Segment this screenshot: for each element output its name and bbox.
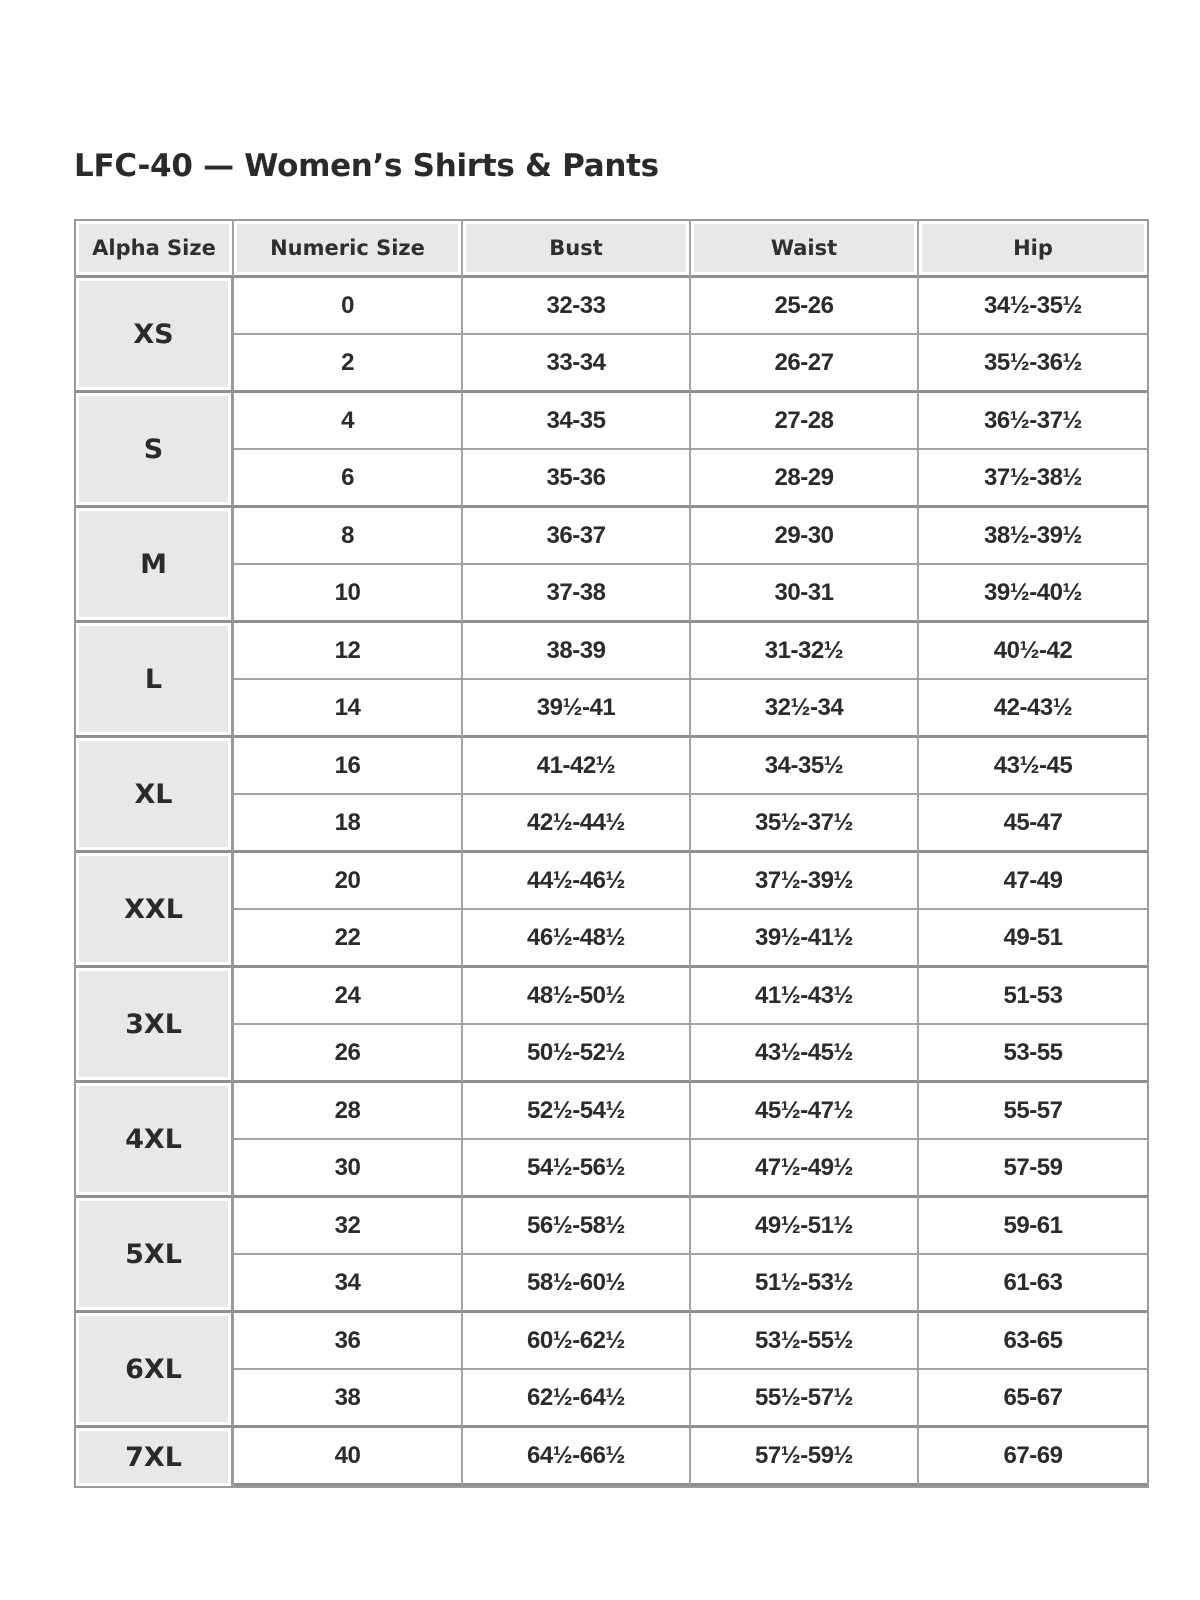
bust-cell: 37-38 (463, 565, 691, 623)
numeric-size-cell: 24 (234, 968, 463, 1025)
numeric-size-cell: 0 (234, 278, 463, 335)
table-row (76, 795, 1147, 853)
waist-cell: 27-28 (691, 393, 919, 450)
hip-cell: 55-57 (919, 1083, 1147, 1140)
table-row (76, 1370, 1147, 1428)
table-row (76, 853, 1147, 910)
header-alpha-size: Alpha Size (76, 221, 234, 278)
table-row (76, 1140, 1147, 1198)
waist-cell: 37½-39½ (691, 853, 919, 910)
page-title: LFC-40 — Women’s Shirts & Pants (74, 148, 659, 184)
table-row (76, 623, 1147, 680)
waist-cell: 28-29 (691, 450, 919, 508)
numeric-size-cell: 14 (234, 680, 463, 738)
bust-cell: 44½-46½ (463, 853, 691, 910)
hip-cell: 57-59 (919, 1140, 1147, 1198)
numeric-size-cell: 32 (234, 1198, 463, 1255)
table-row (76, 1025, 1147, 1083)
table-row (76, 450, 1147, 508)
bust-cell: 46½-48½ (463, 910, 691, 968)
table-row (76, 508, 1147, 565)
size-chart-table (74, 219, 1149, 1488)
header-waist: Waist (691, 221, 919, 278)
hip-cell: 37½-38½ (919, 450, 1147, 508)
numeric-size-cell: 40 (234, 1428, 463, 1486)
numeric-size-cell: 4 (234, 393, 463, 450)
hip-cell: 63-65 (919, 1313, 1147, 1370)
table-row (76, 1198, 1147, 1255)
hip-cell: 42-43½ (919, 680, 1147, 738)
bust-cell: 48½-50½ (463, 968, 691, 1025)
bust-cell: 34-35 (463, 393, 691, 450)
header-bust: Bust (463, 221, 691, 278)
alpha-size-cell: S (76, 393, 234, 508)
header-row (76, 221, 1147, 278)
bust-cell: 32-33 (463, 278, 691, 335)
waist-cell: 39½-41½ (691, 910, 919, 968)
table-row (76, 1083, 1147, 1140)
numeric-size-cell: 12 (234, 623, 463, 680)
numeric-size-cell: 26 (234, 1025, 463, 1083)
bust-cell: 35-36 (463, 450, 691, 508)
bust-cell: 50½-52½ (463, 1025, 691, 1083)
waist-cell: 34-35½ (691, 738, 919, 795)
numeric-size-cell: 36 (234, 1313, 463, 1370)
bust-cell: 52½-54½ (463, 1083, 691, 1140)
hip-cell: 43½-45 (919, 738, 1147, 795)
bust-cell: 60½-62½ (463, 1313, 691, 1370)
numeric-size-cell: 18 (234, 795, 463, 853)
table-row (76, 565, 1147, 623)
alpha-size-cell: 3XL (76, 968, 234, 1083)
hip-cell: 49-51 (919, 910, 1147, 968)
alpha-size-cell: 7XL (76, 1428, 234, 1486)
numeric-size-cell: 2 (234, 335, 463, 393)
hip-cell: 59-61 (919, 1198, 1147, 1255)
table-row (76, 393, 1147, 450)
table-row (76, 968, 1147, 1025)
waist-cell: 31-32½ (691, 623, 919, 680)
waist-cell: 57½-59½ (691, 1428, 919, 1486)
alpha-size-cell: XXL (76, 853, 234, 968)
hip-cell: 65-67 (919, 1370, 1147, 1428)
bust-cell: 54½-56½ (463, 1140, 691, 1198)
bust-cell: 38-39 (463, 623, 691, 680)
hip-cell: 53-55 (919, 1025, 1147, 1083)
waist-cell: 35½-37½ (691, 795, 919, 853)
alpha-size-cell: 4XL (76, 1083, 234, 1198)
hip-cell: 39½-40½ (919, 565, 1147, 623)
hip-cell: 35½-36½ (919, 335, 1147, 393)
hip-cell: 38½-39½ (919, 508, 1147, 565)
table-row (76, 738, 1147, 795)
bust-cell: 33-34 (463, 335, 691, 393)
waist-cell: 43½-45½ (691, 1025, 919, 1083)
bust-cell: 41-42½ (463, 738, 691, 795)
table-row (76, 1255, 1147, 1313)
numeric-size-cell: 16 (234, 738, 463, 795)
bust-cell: 42½-44½ (463, 795, 691, 853)
bust-cell: 62½-64½ (463, 1370, 691, 1428)
alpha-size-cell: L (76, 623, 234, 738)
table-row (76, 1428, 1147, 1486)
bust-cell: 39½-41 (463, 680, 691, 738)
table-row (76, 910, 1147, 968)
alpha-size-cell: XL (76, 738, 234, 853)
waist-cell: 26-27 (691, 335, 919, 393)
numeric-size-cell: 10 (234, 565, 463, 623)
hip-cell: 45-47 (919, 795, 1147, 853)
bust-cell: 64½-66½ (463, 1428, 691, 1486)
numeric-size-cell: 38 (234, 1370, 463, 1428)
hip-cell: 36½-37½ (919, 393, 1147, 450)
waist-cell: 29-30 (691, 508, 919, 565)
alpha-size-cell: M (76, 508, 234, 623)
waist-cell: 51½-53½ (691, 1255, 919, 1313)
numeric-size-cell: 30 (234, 1140, 463, 1198)
table-row (76, 1313, 1147, 1370)
numeric-size-cell: 8 (234, 508, 463, 565)
alpha-size-cell: XS (76, 278, 234, 393)
header-numeric-size: Numeric Size (234, 221, 463, 278)
header-hip: Hip (919, 221, 1147, 278)
waist-cell: 53½-55½ (691, 1313, 919, 1370)
numeric-size-cell: 20 (234, 853, 463, 910)
waist-cell: 30-31 (691, 565, 919, 623)
hip-cell: 40½-42 (919, 623, 1147, 680)
bust-cell: 56½-58½ (463, 1198, 691, 1255)
numeric-size-cell: 28 (234, 1083, 463, 1140)
hip-cell: 47-49 (919, 853, 1147, 910)
hip-cell: 61-63 (919, 1255, 1147, 1313)
waist-cell: 41½-43½ (691, 968, 919, 1025)
waist-cell: 45½-47½ (691, 1083, 919, 1140)
waist-cell: 55½-57½ (691, 1370, 919, 1428)
bust-cell: 36-37 (463, 508, 691, 565)
size-table-body (76, 278, 1147, 1486)
table-row (76, 278, 1147, 335)
waist-cell: 49½-51½ (691, 1198, 919, 1255)
alpha-size-cell: 5XL (76, 1198, 234, 1313)
numeric-size-cell: 34 (234, 1255, 463, 1313)
numeric-size-cell: 6 (234, 450, 463, 508)
hip-cell: 51-53 (919, 968, 1147, 1025)
waist-cell: 32½-34 (691, 680, 919, 738)
waist-cell: 25-26 (691, 278, 919, 335)
alpha-size-cell: 6XL (76, 1313, 234, 1428)
waist-cell: 47½-49½ (691, 1140, 919, 1198)
hip-cell: 34½-35½ (919, 278, 1147, 335)
numeric-size-cell: 22 (234, 910, 463, 968)
bust-cell: 58½-60½ (463, 1255, 691, 1313)
table-row (76, 680, 1147, 738)
table-row (76, 335, 1147, 393)
hip-cell: 67-69 (919, 1428, 1147, 1486)
